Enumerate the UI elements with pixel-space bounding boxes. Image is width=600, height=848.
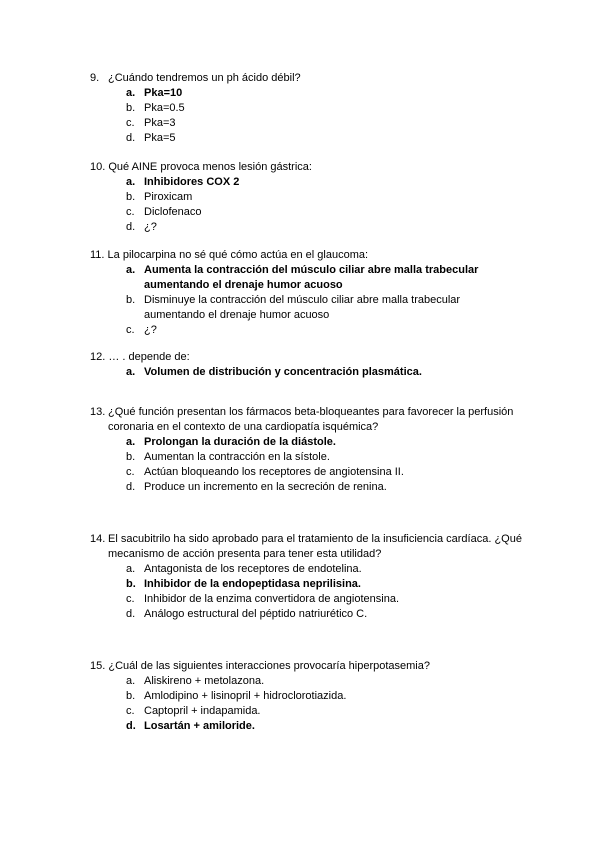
option-letter: a. (126, 87, 136, 99)
option-letter: c. (126, 117, 135, 129)
question-stem (0, 659, 600, 674)
option-d (0, 719, 524, 734)
question-11 (0, 248, 600, 338)
option-text: Disminuye la contracción del músculo ciliar abre malla trabecular aumentando el drenaje humor acuoso (144, 294, 461, 321)
question-number: 14. (90, 533, 106, 545)
option-c (0, 592, 524, 607)
option-text: Pka=5 (144, 132, 176, 144)
option-letter: d. (126, 221, 136, 233)
question-stem (0, 71, 600, 86)
option-b (0, 190, 524, 205)
option-letter: b. (126, 191, 136, 203)
option-letter: d. (126, 481, 136, 493)
question-text: El sacubitrilo ha sido aprobado para el tratamiento de la insuficiencia cardíaca. ¿Qué mecanismo de acción presenta para tener esta utilidad? (108, 533, 522, 560)
option-b (0, 293, 524, 323)
question-12 (0, 350, 600, 380)
question-number-text (90, 659, 430, 674)
question-stem (0, 405, 528, 435)
option-a (0, 86, 524, 101)
option-letter: d. (126, 720, 136, 732)
question-stem (0, 350, 600, 365)
option-text: Aumenta la contracción del músculo ciliar abre malla trabecular aumentando el drenaje humor acuoso (144, 264, 479, 291)
option-text: ¿? (144, 324, 157, 336)
option-letter: a. (126, 264, 136, 276)
option-text: Pka=3 (144, 117, 176, 129)
question-14 (0, 532, 600, 622)
options-list (0, 175, 600, 235)
option-b (0, 450, 524, 465)
question-stem (0, 248, 600, 263)
option-c (0, 465, 524, 480)
option-d (0, 131, 524, 146)
option-text: Inhibidores COX 2 (144, 176, 240, 188)
question-number: 9. (90, 72, 100, 84)
question-text: ¿Qué función presentan los fármacos beta-bloqueantes para favorecer la perfusión coronaria en el contexto de una cardiopatía isquémica? (108, 406, 514, 433)
option-b (0, 577, 524, 592)
option-a (0, 562, 524, 577)
option-letter: a. (126, 436, 136, 448)
option-text: Captopril + indapamida. (144, 705, 261, 717)
option-letter: c. (126, 466, 135, 478)
option-text: Pka=10 (144, 87, 183, 99)
question-number: 10. (90, 161, 106, 173)
question-13 (0, 405, 600, 495)
option-b (0, 689, 524, 704)
question-stem (0, 160, 600, 175)
question-stem (0, 532, 524, 562)
option-a (0, 365, 524, 380)
option-letter: a. (126, 563, 136, 575)
option-text: Aliskireno + metolazona. (144, 675, 265, 687)
option-d (0, 607, 524, 622)
option-d (0, 480, 524, 495)
option-text: Prolongan la duración de la diástole. (144, 436, 336, 448)
question-number-text (90, 248, 368, 263)
option-text: Aumentan la contracción en la sístole. (144, 451, 330, 463)
options-list (0, 86, 600, 146)
option-letter: b. (126, 578, 136, 590)
option-text: Volumen de distribución y concentración plasmática. (144, 366, 422, 378)
question-number-text (90, 160, 312, 175)
option-text: Análogo estructural del péptido natriurético C. (144, 608, 368, 620)
option-text: Antagonista de los receptores de endotelina. (144, 563, 362, 575)
option-letter: d. (126, 132, 136, 144)
option-letter: c. (126, 593, 135, 605)
option-letter: b. (126, 294, 136, 306)
options-list (0, 562, 600, 622)
question-text: Qué AINE provoca menos lesión gástrica: (108, 161, 312, 173)
option-a (0, 435, 524, 450)
question-number-text (90, 350, 190, 365)
option-text: ¿? (144, 221, 157, 233)
options-list (0, 365, 600, 380)
option-c (0, 205, 524, 220)
option-text: Losartán + amiloride. (144, 720, 255, 732)
option-letter: d. (126, 608, 136, 620)
question-text: La pilocarpina no sé qué cómo actúa en el glaucoma: (107, 249, 369, 261)
question-text: ¿Cuándo tendremos un ph ácido débil? (108, 72, 301, 84)
option-text: Piroxicam (144, 191, 193, 203)
option-letter: c. (126, 324, 135, 336)
option-letter: c. (126, 206, 135, 218)
option-letter: b. (126, 102, 136, 114)
option-c (0, 116, 524, 131)
option-a (0, 674, 524, 689)
option-letter: c. (126, 705, 135, 717)
option-text: Amlodipino + lisinopril + hidroclorotiazida. (144, 690, 347, 702)
options-list (0, 263, 600, 338)
option-a (0, 263, 524, 293)
question-text: ¿Cuál de las siguientes interacciones provocaría hiperpotasemia? (108, 660, 430, 672)
option-c (0, 323, 524, 338)
question-10 (0, 160, 600, 235)
option-text: Pka=0.5 (144, 102, 185, 114)
question-text: … . depende de: (108, 351, 190, 363)
option-text: Actúan bloqueando los receptores de angiotensina II. (144, 466, 404, 478)
option-text: Diclofenaco (144, 206, 202, 218)
option-text: Inhibidor de la enzima convertidora de angiotensina. (144, 593, 399, 605)
options-list (0, 674, 600, 734)
option-text: Inhibidor de la endopeptidasa neprilisina. (144, 578, 361, 590)
option-b (0, 101, 524, 116)
option-c (0, 704, 524, 719)
option-letter: a. (126, 675, 136, 687)
option-a (0, 175, 524, 190)
option-letter: a. (126, 366, 136, 378)
option-text: Produce un incremento en la secreción de renina. (144, 481, 387, 493)
question-9 (0, 71, 600, 146)
question-number: 15. (90, 660, 106, 672)
options-list (0, 435, 600, 495)
option-letter: b. (126, 690, 136, 702)
question-15 (0, 659, 600, 734)
question-number: 11. (90, 249, 105, 261)
option-d (0, 220, 524, 235)
question-number: 13. (90, 406, 106, 418)
question-number: 12. (90, 351, 106, 363)
option-letter: a. (126, 176, 136, 188)
option-letter: b. (126, 451, 136, 463)
